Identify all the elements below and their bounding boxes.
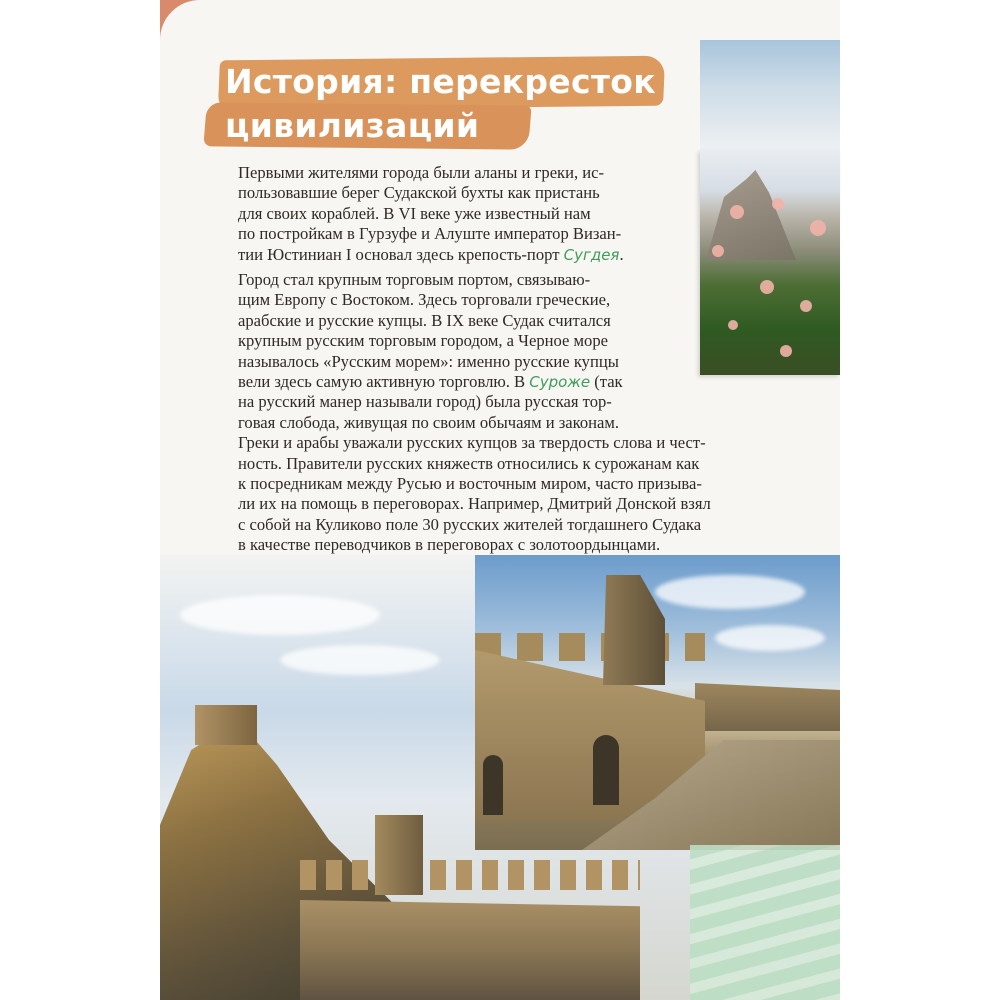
text-line: крупным русским торговым городом, а Черное море bbox=[238, 331, 608, 351]
sky-photo-strip bbox=[700, 40, 840, 150]
text-line: Первыми жителями города были аланы и греки, ис- bbox=[238, 163, 605, 182]
tower bbox=[375, 815, 423, 895]
mimosa-fortress-photo bbox=[700, 150, 840, 375]
green-paint-swatch bbox=[690, 845, 840, 1000]
blossom bbox=[810, 220, 826, 236]
highlight-surozh: Суроже bbox=[529, 373, 591, 392]
cloud bbox=[655, 575, 805, 609]
cloud bbox=[180, 595, 380, 635]
text-line: Греки и арабы уважали русских купцов за твердость слова и чест- bbox=[238, 433, 706, 453]
arch bbox=[593, 735, 619, 805]
blossom bbox=[800, 300, 812, 312]
blossom bbox=[712, 245, 724, 257]
text-line: для своих кораблей. В VI веке уже известный нам bbox=[238, 203, 591, 223]
text-line: ность. Правители русских княжеств относились к сурожанам как bbox=[238, 453, 700, 473]
blossom bbox=[730, 205, 744, 219]
tower bbox=[195, 705, 257, 745]
text-line: к посредникам между Русью и восточным миром, часто призыва- bbox=[238, 474, 702, 494]
highlight-sugdeya: Сугдея bbox=[563, 245, 620, 264]
page-title bbox=[205, 52, 665, 152]
paragraph-2 bbox=[238, 270, 711, 556]
text-line bbox=[238, 372, 708, 392]
cloud bbox=[280, 645, 440, 675]
title-line-2: цивилизаций bbox=[225, 106, 480, 145]
cloud bbox=[715, 625, 825, 651]
text-line: ли их на помощь в переговорах. Например, Дмитрий Донской взял bbox=[238, 494, 711, 514]
text-line: Город стал крупным торговым портом, связываю- bbox=[238, 270, 591, 289]
distant-wall bbox=[695, 683, 840, 731]
text-fragment: . bbox=[619, 244, 624, 264]
blossom bbox=[772, 198, 784, 210]
text-line: называлось «Русским морем»: именно русские купцы bbox=[238, 351, 619, 371]
title-line-1: История: перекресток bbox=[225, 62, 656, 101]
text-line: с собой на Куликово поле 30 русских жителей тогдашнего Судака bbox=[238, 514, 702, 534]
wall-merlons bbox=[475, 633, 705, 661]
text-line: по постройкам в Гурзуфе и Алуште император Визан- bbox=[238, 224, 622, 244]
blossom bbox=[760, 280, 774, 294]
wall-merlons bbox=[300, 860, 640, 890]
arch bbox=[483, 755, 503, 815]
fortress-wall-photo bbox=[475, 555, 840, 850]
text-fragment: тии Юстиниан I основал здесь крепость-порт bbox=[238, 244, 564, 264]
text-line: говая слобода, живущая по своим обычаям и законам. bbox=[238, 412, 620, 432]
text-fragment: (так bbox=[590, 372, 623, 392]
blossom bbox=[780, 345, 792, 357]
text-fragment: вели здесь самую активную торговлю. В bbox=[238, 372, 530, 392]
paragraph-1 bbox=[238, 163, 708, 265]
text-line: пользовавшие берег Судакской бухты как пристань bbox=[238, 183, 600, 203]
text-line: в качестве переводчиков в переговорах с золотоордынцами. bbox=[238, 535, 661, 555]
blossom bbox=[728, 320, 738, 330]
text-line bbox=[238, 245, 708, 265]
text-line: арабские и русские купцы. В IX веке Судак считался bbox=[238, 310, 611, 330]
text-line: щим Европу с Востоком. Здесь торговали греческие, bbox=[238, 290, 611, 310]
text-line: на русский манер называли город) была русская тор- bbox=[238, 392, 612, 412]
